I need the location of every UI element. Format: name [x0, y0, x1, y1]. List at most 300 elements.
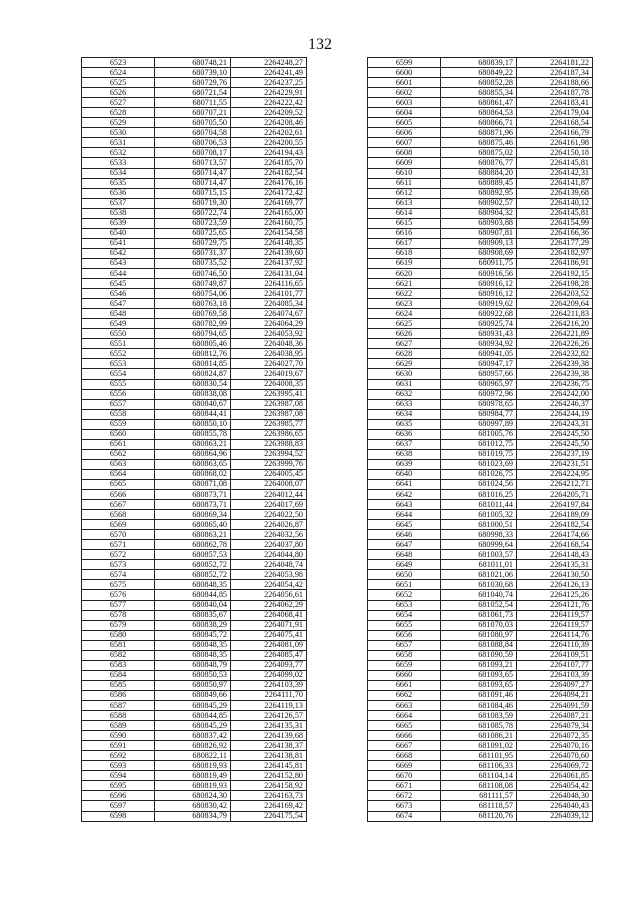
point-number-cell: 6547 — [82, 299, 155, 309]
point-number-cell: 6671 — [368, 781, 441, 791]
y-coordinate-cell: 2264182,54 — [231, 168, 307, 178]
table-row — [82, 118, 307, 128]
y-coordinate-cell: 2264119,13 — [231, 701, 307, 711]
table-row — [368, 811, 593, 821]
table-row — [82, 761, 307, 771]
table-row — [368, 419, 593, 429]
table-row — [368, 600, 593, 610]
table-row — [368, 490, 593, 500]
y-coordinate-cell: 2264177,29 — [517, 238, 593, 248]
x-coordinate-cell: 680794,65 — [155, 329, 231, 339]
y-coordinate-cell: 2264061,85 — [517, 771, 593, 781]
y-coordinate-cell: 2263995,41 — [231, 389, 307, 399]
y-coordinate-cell: 2264172,42 — [231, 188, 307, 198]
x-coordinate-cell: 680863,21 — [155, 439, 231, 449]
y-coordinate-cell: 2264145,81 — [231, 761, 307, 771]
point-number-cell: 6615 — [368, 218, 441, 228]
y-coordinate-cell: 2264114,76 — [517, 630, 593, 640]
y-coordinate-cell: 2264139,68 — [231, 731, 307, 741]
point-number-cell: 6582 — [82, 650, 155, 660]
y-coordinate-cell: 2264044,80 — [231, 550, 307, 560]
table-row — [368, 580, 593, 590]
x-coordinate-cell: 680941,05 — [441, 349, 517, 359]
point-number-cell: 6526 — [82, 88, 155, 98]
x-coordinate-cell: 681093,21 — [441, 660, 517, 670]
point-number-cell: 6640 — [368, 469, 441, 479]
table-row — [82, 178, 307, 188]
point-number-cell: 6653 — [368, 600, 441, 610]
y-coordinate-cell: 2264198,28 — [517, 279, 593, 289]
point-number-cell: 6589 — [82, 721, 155, 731]
x-coordinate-cell: 680848,35 — [155, 640, 231, 650]
point-number-cell: 6619 — [368, 258, 441, 268]
x-coordinate-cell: 680908,69 — [441, 248, 517, 258]
table-row — [368, 329, 593, 339]
point-number-cell: 6567 — [82, 500, 155, 510]
table-row — [368, 88, 593, 98]
y-coordinate-cell: 2264131,04 — [231, 268, 307, 278]
table-row — [368, 429, 593, 439]
point-number-cell: 6649 — [368, 560, 441, 570]
y-coordinate-cell: 2264062,29 — [231, 600, 307, 610]
table-row — [82, 289, 307, 299]
point-number-cell: 6561 — [82, 439, 155, 449]
y-coordinate-cell: 2264085,47 — [231, 650, 307, 660]
y-coordinate-cell: 2264175,54 — [231, 811, 307, 821]
point-number-cell: 6659 — [368, 660, 441, 670]
x-coordinate-cell: 680840,04 — [155, 600, 231, 610]
table-row — [368, 469, 593, 479]
point-number-cell: 6672 — [368, 791, 441, 801]
x-coordinate-cell: 680749,87 — [155, 279, 231, 289]
y-coordinate-cell: 2264182,54 — [517, 520, 593, 530]
y-coordinate-cell: 2263987,08 — [231, 399, 307, 409]
x-coordinate-cell: 680868,02 — [155, 469, 231, 479]
x-coordinate-cell: 680903,88 — [441, 218, 517, 228]
y-coordinate-cell: 2264121,76 — [517, 600, 593, 610]
x-coordinate-cell: 680814,85 — [155, 359, 231, 369]
x-coordinate-cell: 680812,76 — [155, 349, 231, 359]
x-coordinate-cell: 681083,59 — [441, 711, 517, 721]
point-number-cell: 6533 — [82, 158, 155, 168]
table-row — [82, 741, 307, 751]
x-coordinate-cell: 680723,59 — [155, 218, 231, 228]
x-coordinate-cell: 681080,97 — [441, 630, 517, 640]
y-coordinate-cell: 2264142,31 — [517, 168, 593, 178]
point-number-cell: 6559 — [82, 419, 155, 429]
y-coordinate-cell: 2264248,27 — [231, 58, 307, 68]
point-number-cell: 6623 — [368, 299, 441, 309]
x-coordinate-cell: 680769,58 — [155, 309, 231, 319]
table-row — [82, 268, 307, 278]
table-row — [368, 289, 593, 299]
point-number-cell: 6668 — [368, 751, 441, 761]
y-coordinate-cell: 2264019,67 — [231, 369, 307, 379]
point-number-cell: 6655 — [368, 620, 441, 630]
y-coordinate-cell: 2264054,42 — [517, 781, 593, 791]
point-number-cell: 6663 — [368, 701, 441, 711]
y-coordinate-cell: 2264222,42 — [231, 98, 307, 108]
table-row — [368, 620, 593, 630]
point-number-cell: 6669 — [368, 761, 441, 771]
y-coordinate-cell: 2263999,76 — [231, 459, 307, 469]
table-row — [82, 88, 307, 98]
y-coordinate-cell: 2264068,41 — [231, 610, 307, 620]
x-coordinate-cell: 680884,20 — [441, 168, 517, 178]
point-number-cell: 6540 — [82, 228, 155, 238]
x-coordinate-cell: 680892,95 — [441, 188, 517, 198]
point-number-cell: 6664 — [368, 711, 441, 721]
table-row — [368, 279, 593, 289]
table-row — [82, 479, 307, 489]
y-coordinate-cell: 2264176,16 — [231, 178, 307, 188]
table-row — [82, 339, 307, 349]
y-coordinate-cell: 2264038,95 — [231, 349, 307, 359]
point-number-cell: 6539 — [82, 218, 155, 228]
y-coordinate-cell: 2264109,51 — [517, 650, 593, 660]
y-coordinate-cell: 2264075,41 — [231, 630, 307, 640]
point-number-cell: 6624 — [368, 309, 441, 319]
point-number-cell: 6627 — [368, 339, 441, 349]
table-row — [368, 248, 593, 258]
point-number-cell: 6564 — [82, 469, 155, 479]
point-number-cell: 6620 — [368, 268, 441, 278]
y-coordinate-cell: 2264160,75 — [231, 218, 307, 228]
y-coordinate-cell: 2264091,59 — [517, 701, 593, 711]
table-row — [368, 309, 593, 319]
y-coordinate-cell: 2264163,73 — [231, 791, 307, 801]
table-row — [82, 801, 307, 811]
point-number-cell: 6633 — [368, 399, 441, 409]
x-coordinate-cell: 680837,42 — [155, 731, 231, 741]
x-coordinate-cell: 680824,30 — [155, 791, 231, 801]
y-coordinate-cell: 2264110,39 — [517, 640, 593, 650]
table-row — [82, 248, 307, 258]
y-coordinate-cell: 2264166,36 — [517, 228, 593, 238]
x-coordinate-cell: 681011,01 — [441, 560, 517, 570]
point-number-cell: 6657 — [368, 640, 441, 650]
y-coordinate-cell: 2264229,91 — [231, 88, 307, 98]
point-number-cell: 6536 — [82, 188, 155, 198]
table-row — [82, 690, 307, 700]
point-number-cell: 6575 — [82, 580, 155, 590]
point-number-cell: 6600 — [368, 68, 441, 78]
x-coordinate-cell: 681111,57 — [441, 791, 517, 801]
x-coordinate-cell: 680845,29 — [155, 721, 231, 731]
point-number-cell: 6636 — [368, 429, 441, 439]
x-coordinate-cell: 680819,93 — [155, 781, 231, 791]
table-row — [368, 98, 593, 108]
table-row — [368, 148, 593, 158]
y-coordinate-cell: 2264101,77 — [231, 289, 307, 299]
point-number-cell: 6605 — [368, 118, 441, 128]
table-row — [368, 339, 593, 349]
point-number-cell: 6646 — [368, 530, 441, 540]
y-coordinate-cell: 2264152,80 — [231, 771, 307, 781]
x-coordinate-cell: 680748,21 — [155, 58, 231, 68]
x-coordinate-cell: 680869,34 — [155, 510, 231, 520]
y-coordinate-cell: 2263986,65 — [231, 429, 307, 439]
x-coordinate-cell: 681024,56 — [441, 479, 517, 489]
point-number-cell: 6584 — [82, 670, 155, 680]
y-coordinate-cell: 2264187,78 — [517, 88, 593, 98]
point-number-cell: 6613 — [368, 198, 441, 208]
x-coordinate-cell: 680706,53 — [155, 138, 231, 148]
x-coordinate-cell: 680866,71 — [441, 118, 517, 128]
x-coordinate-cell: 680830,42 — [155, 801, 231, 811]
point-number-cell: 6597 — [82, 801, 155, 811]
table-row — [82, 580, 307, 590]
x-coordinate-cell: 680922,68 — [441, 309, 517, 319]
x-coordinate-cell: 680822,11 — [155, 751, 231, 761]
x-coordinate-cell: 680861,47 — [441, 98, 517, 108]
table-row — [82, 419, 307, 429]
point-number-cell: 6665 — [368, 721, 441, 731]
x-coordinate-cell: 680855,34 — [441, 88, 517, 98]
x-coordinate-cell: 681019,75 — [441, 449, 517, 459]
y-coordinate-cell: 2264224,95 — [517, 469, 593, 479]
x-coordinate-cell: 680848,79 — [155, 660, 231, 670]
table-row — [82, 620, 307, 630]
x-coordinate-cell: 681104,14 — [441, 771, 517, 781]
y-coordinate-cell: 2264072,35 — [517, 731, 593, 741]
table-row — [368, 58, 593, 68]
table-row — [368, 188, 593, 198]
x-coordinate-cell: 680848,35 — [155, 650, 231, 660]
x-coordinate-cell: 681021,06 — [441, 570, 517, 580]
table-row — [82, 459, 307, 469]
x-coordinate-cell: 680857,53 — [155, 550, 231, 560]
point-number-cell: 6661 — [368, 680, 441, 690]
table-row — [82, 299, 307, 309]
x-coordinate-cell: 680845,72 — [155, 630, 231, 640]
y-coordinate-cell: 2264069,72 — [517, 761, 593, 771]
y-coordinate-cell: 2264111,70 — [231, 690, 307, 700]
x-coordinate-cell: 681088,84 — [441, 640, 517, 650]
x-coordinate-cell: 680850,53 — [155, 670, 231, 680]
x-coordinate-cell: 680844,85 — [155, 590, 231, 600]
x-coordinate-cell: 680865,40 — [155, 520, 231, 530]
table-row — [82, 369, 307, 379]
point-number-cell: 6610 — [368, 168, 441, 178]
x-coordinate-cell: 680873,71 — [155, 500, 231, 510]
point-number-cell: 6572 — [82, 550, 155, 560]
y-coordinate-cell: 2264165,00 — [231, 208, 307, 218]
x-coordinate-cell: 680916,56 — [441, 268, 517, 278]
table-row — [82, 650, 307, 660]
y-coordinate-cell: 2264048,74 — [231, 560, 307, 570]
y-coordinate-cell: 2264148,35 — [231, 238, 307, 248]
table-row — [82, 600, 307, 610]
x-coordinate-cell: 680735,52 — [155, 258, 231, 268]
point-number-cell: 6542 — [82, 248, 155, 258]
x-coordinate-cell: 680850,10 — [155, 419, 231, 429]
point-number-cell: 6538 — [82, 208, 155, 218]
point-number-cell: 6571 — [82, 540, 155, 550]
point-number-cell: 6566 — [82, 490, 155, 500]
x-coordinate-cell: 681040,74 — [441, 590, 517, 600]
table-row — [82, 138, 307, 148]
point-number-cell: 6591 — [82, 741, 155, 751]
y-coordinate-cell: 2264138,81 — [231, 751, 307, 761]
point-number-cell: 6635 — [368, 419, 441, 429]
x-coordinate-cell: 680871,96 — [441, 128, 517, 138]
table-row — [82, 349, 307, 359]
x-coordinate-cell: 680931,43 — [441, 329, 517, 339]
table-row — [82, 751, 307, 761]
x-coordinate-cell: 681012,75 — [441, 439, 517, 449]
y-coordinate-cell: 2264212,71 — [517, 479, 593, 489]
y-coordinate-cell: 2264139,60 — [231, 248, 307, 258]
y-coordinate-cell: 2264137,92 — [231, 258, 307, 268]
table-row — [82, 188, 307, 198]
table-row — [368, 359, 593, 369]
y-coordinate-cell: 2264237,25 — [231, 78, 307, 88]
y-coordinate-cell: 2264189,09 — [517, 510, 593, 520]
point-number-cell: 6611 — [368, 178, 441, 188]
y-coordinate-cell: 2264032,56 — [231, 530, 307, 540]
y-coordinate-cell: 2264140,12 — [517, 198, 593, 208]
x-coordinate-cell: 680845,29 — [155, 701, 231, 711]
y-coordinate-cell: 2264232,82 — [517, 349, 593, 359]
table-row — [82, 570, 307, 580]
point-number-cell: 6594 — [82, 771, 155, 781]
y-coordinate-cell: 2264168,54 — [517, 118, 593, 128]
x-coordinate-cell: 680902,57 — [441, 198, 517, 208]
point-number-cell: 6625 — [368, 319, 441, 329]
x-coordinate-cell: 680826,92 — [155, 741, 231, 751]
x-coordinate-cell: 680838,29 — [155, 620, 231, 630]
table-row — [368, 299, 593, 309]
point-number-cell: 6609 — [368, 158, 441, 168]
point-number-cell: 6638 — [368, 449, 441, 459]
point-number-cell: 6543 — [82, 258, 155, 268]
table-row — [82, 771, 307, 781]
table-row — [82, 711, 307, 721]
table-row — [82, 439, 307, 449]
point-number-cell: 6660 — [368, 670, 441, 680]
y-coordinate-cell: 2264243,31 — [517, 419, 593, 429]
point-number-cell: 6529 — [82, 118, 155, 128]
table-row — [82, 148, 307, 158]
x-coordinate-cell: 680876,77 — [441, 158, 517, 168]
x-coordinate-cell: 681101,95 — [441, 751, 517, 761]
y-coordinate-cell: 2264187,34 — [517, 68, 593, 78]
point-number-cell: 6576 — [82, 590, 155, 600]
x-coordinate-cell: 680707,21 — [155, 108, 231, 118]
y-coordinate-cell: 2264130,50 — [517, 570, 593, 580]
y-coordinate-cell: 2264182,97 — [517, 248, 593, 258]
table-row — [368, 128, 593, 138]
point-number-cell: 6670 — [368, 771, 441, 781]
x-coordinate-cell: 680978,65 — [441, 399, 517, 409]
y-coordinate-cell: 2264027,70 — [231, 359, 307, 369]
point-number-cell: 6593 — [82, 761, 155, 771]
point-number-cell: 6647 — [368, 540, 441, 550]
table-row — [368, 118, 593, 128]
y-coordinate-cell: 2264087,21 — [517, 711, 593, 721]
table-row — [368, 319, 593, 329]
table-row — [368, 449, 593, 459]
x-coordinate-cell: 680852,72 — [155, 570, 231, 580]
x-coordinate-cell: 680746,50 — [155, 268, 231, 278]
y-coordinate-cell: 2264081,09 — [231, 640, 307, 650]
table-row — [82, 590, 307, 600]
point-number-cell: 6578 — [82, 610, 155, 620]
x-coordinate-cell: 680834,79 — [155, 811, 231, 821]
x-coordinate-cell: 680714,47 — [155, 168, 231, 178]
y-coordinate-cell: 2264135,31 — [517, 560, 593, 570]
coordinate-table-left — [81, 57, 307, 822]
point-number-cell: 6592 — [82, 751, 155, 761]
y-coordinate-cell: 2264194,43 — [231, 148, 307, 158]
table-row — [368, 781, 593, 791]
x-coordinate-cell: 680863,21 — [155, 530, 231, 540]
y-coordinate-cell: 2264103,39 — [231, 680, 307, 690]
x-coordinate-cell: 680849,66 — [155, 690, 231, 700]
point-number-cell: 6628 — [368, 349, 441, 359]
point-number-cell: 6583 — [82, 660, 155, 670]
point-number-cell: 6607 — [368, 138, 441, 148]
x-coordinate-cell: 680875,46 — [441, 138, 517, 148]
y-coordinate-cell: 2264154,99 — [517, 218, 593, 228]
x-coordinate-cell: 680904,32 — [441, 208, 517, 218]
y-coordinate-cell: 2264064,29 — [231, 319, 307, 329]
table-row — [368, 630, 593, 640]
point-number-cell: 6603 — [368, 98, 441, 108]
y-coordinate-cell: 2264203,52 — [517, 289, 593, 299]
table-row — [368, 741, 593, 751]
x-coordinate-cell: 680850,97 — [155, 680, 231, 690]
table-row — [82, 158, 307, 168]
point-number-cell: 6645 — [368, 520, 441, 530]
point-number-cell: 6535 — [82, 178, 155, 188]
y-coordinate-cell: 2264107,77 — [517, 660, 593, 670]
table-row — [82, 258, 307, 268]
x-coordinate-cell: 680875,02 — [441, 148, 517, 158]
table-row — [82, 701, 307, 711]
point-number-cell: 6674 — [368, 811, 441, 821]
point-number-cell: 6555 — [82, 379, 155, 389]
x-coordinate-cell: 681016,25 — [441, 490, 517, 500]
point-number-cell: 6546 — [82, 289, 155, 299]
y-coordinate-cell: 2264145,81 — [517, 158, 593, 168]
table-row — [368, 439, 593, 449]
x-coordinate-cell: 680852,72 — [155, 560, 231, 570]
x-coordinate-cell: 680824,87 — [155, 369, 231, 379]
y-coordinate-cell: 2264185,70 — [231, 158, 307, 168]
y-coordinate-cell: 2264236,75 — [517, 379, 593, 389]
x-coordinate-cell: 681093,65 — [441, 670, 517, 680]
point-number-cell: 6641 — [368, 479, 441, 489]
y-coordinate-cell: 2264200,55 — [231, 138, 307, 148]
point-number-cell: 6570 — [82, 530, 155, 540]
table-row — [368, 670, 593, 680]
point-number-cell: 6586 — [82, 690, 155, 700]
x-coordinate-cell: 681086,21 — [441, 731, 517, 741]
x-coordinate-cell: 680838,08 — [155, 389, 231, 399]
y-coordinate-cell: 2264053,98 — [231, 570, 307, 580]
x-coordinate-cell: 680855,78 — [155, 429, 231, 439]
point-number-cell: 6549 — [82, 319, 155, 329]
y-coordinate-cell: 2264209,64 — [517, 299, 593, 309]
table-row — [82, 660, 307, 670]
x-coordinate-cell: 681118,57 — [441, 801, 517, 811]
x-coordinate-cell: 681005,76 — [441, 429, 517, 439]
y-coordinate-cell: 2264070,60 — [517, 751, 593, 761]
table-row — [368, 138, 593, 148]
x-coordinate-cell: 680925,74 — [441, 319, 517, 329]
